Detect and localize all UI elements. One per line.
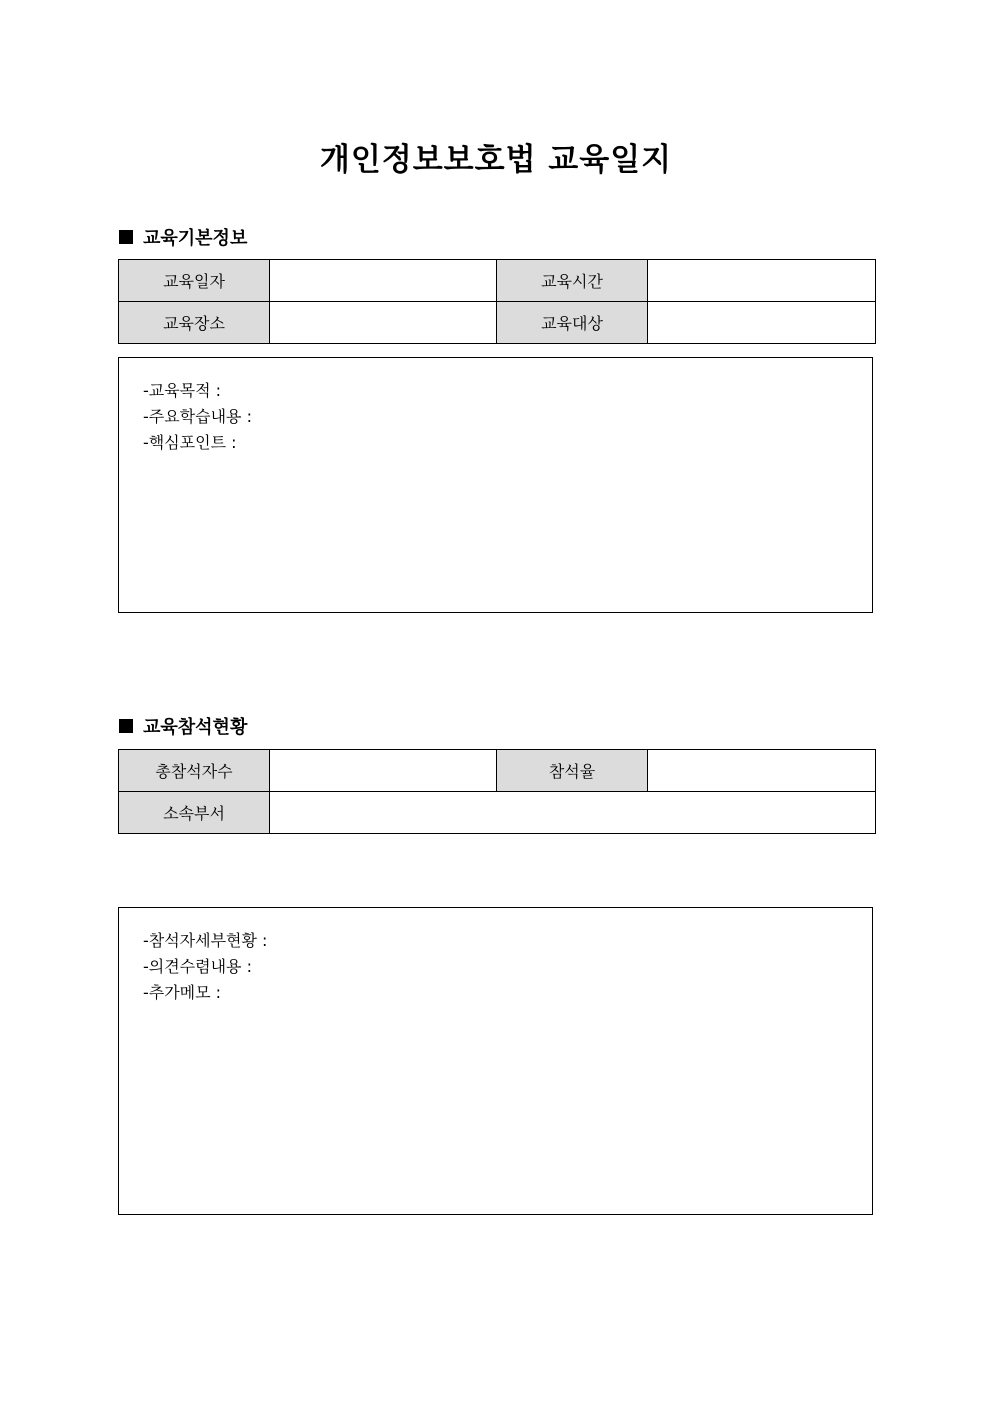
label-department: 소속부서 — [119, 792, 270, 834]
section-heading-basic-info — [119, 224, 247, 250]
education-content-box[interactable] — [118, 357, 873, 613]
section-heading-attendance — [119, 713, 247, 739]
attendance-content-box[interactable] — [118, 907, 873, 1215]
total-attendees-field[interactable] — [270, 750, 497, 792]
page-title: 개인정보보호법 교육일지 — [319, 142, 673, 178]
attendance-table — [118, 749, 876, 834]
section-heading-label: 교육기본정보 — [143, 228, 248, 249]
label-education-time: 교육시간 — [497, 260, 648, 302]
note-attendee-details: -참석자세부현황 : — [143, 931, 268, 950]
attendance-rate-field[interactable] — [648, 750, 876, 792]
table-row — [119, 792, 876, 834]
note-education-purpose: -교육목적 : — [143, 381, 222, 400]
black-square-icon — [119, 230, 133, 244]
education-time-field[interactable] — [648, 260, 876, 302]
basic-info-table — [118, 259, 876, 344]
section-heading-label: 교육참석현황 — [143, 717, 248, 738]
table-row — [119, 750, 876, 792]
label-total-attendees: 총참석자수 — [119, 750, 270, 792]
label-education-date: 교육일자 — [119, 260, 270, 302]
note-main-content: -주요학습내용 : — [143, 407, 252, 426]
education-place-field[interactable] — [270, 302, 497, 344]
table-row — [119, 302, 876, 344]
education-date-field[interactable] — [270, 260, 497, 302]
label-education-place: 교육장소 — [119, 302, 270, 344]
label-education-target: 교육대상 — [497, 302, 648, 344]
black-square-icon — [119, 719, 133, 733]
table-row — [119, 260, 876, 302]
note-key-points: -핵심포인트 : — [143, 433, 237, 452]
label-attendance-rate: 참석율 — [497, 750, 648, 792]
note-additional-memo: -추가메모 : — [143, 983, 222, 1002]
note-feedback: -의견수렴내용 : — [143, 957, 252, 976]
education-target-field[interactable] — [648, 302, 876, 344]
department-field[interactable] — [270, 792, 876, 834]
